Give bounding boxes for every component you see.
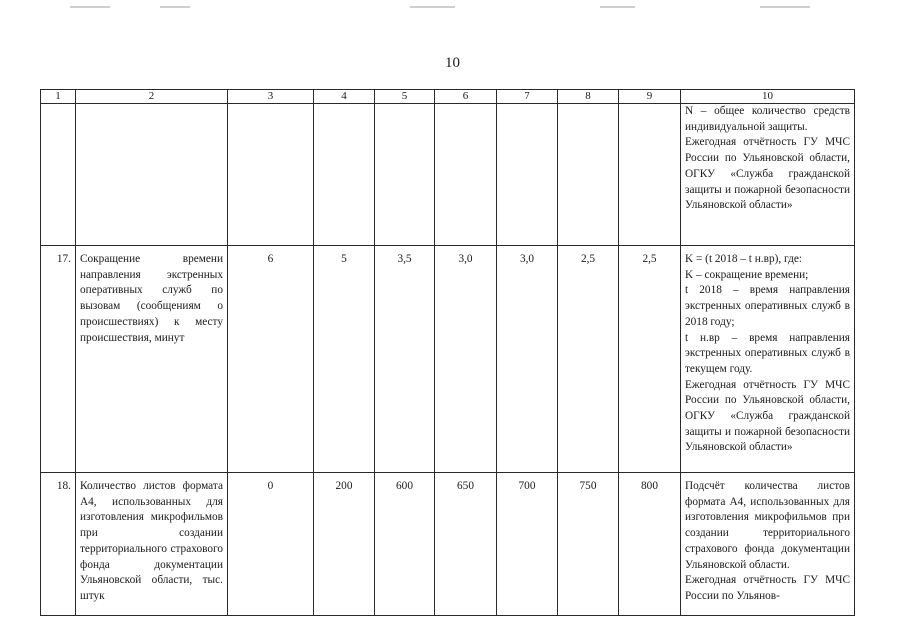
method-paragraph: t 2018 – время направления экстренных оперативных служб в 2018 году; xyxy=(685,284,850,328)
value-cell: 3,5 xyxy=(375,246,435,473)
value-cell: 2,5 xyxy=(619,246,681,473)
header-cell: 8 xyxy=(558,90,619,104)
value-cell: 750 xyxy=(558,473,619,616)
scan-artifacts xyxy=(60,6,820,12)
value-cell: 3,0 xyxy=(497,246,558,473)
page-number: 10 xyxy=(445,55,460,71)
row-number: 18. xyxy=(41,473,76,616)
header-cell: 1 xyxy=(41,90,76,104)
method-paragraph: Подсчёт количества листов формата А4, использованных для изготовления микрофильмов при создании территориального страхового фонда документации Ульяновской области. xyxy=(685,480,850,571)
value-cell: 2,5 xyxy=(558,246,619,473)
method-cell xyxy=(681,473,855,616)
indicator-name xyxy=(76,104,228,246)
value-cell xyxy=(435,104,497,246)
indicators-table xyxy=(40,89,855,616)
value-cell: 3,0 xyxy=(435,246,497,473)
row-number xyxy=(41,104,76,246)
value-cell xyxy=(497,104,558,246)
header-cell: 9 xyxy=(619,90,681,104)
method-paragraph: Ежегодная отчётность ГУ МЧС России по Ульяновской области, ОГКУ «Служба гражданской защиты и пожарной безопасности Ульяновской области» xyxy=(685,378,850,454)
header-cell: 6 xyxy=(435,90,497,104)
indicator-name: Сокращение времени направления экстренных оперативных служб по вызовам (сообщениям о происшествиях) к месту происшествия, минут xyxy=(76,246,228,473)
header-cell: 4 xyxy=(314,90,375,104)
value-cell: 0 xyxy=(228,473,314,616)
row-number: 17. xyxy=(41,246,76,473)
value-cell xyxy=(228,104,314,246)
table-row xyxy=(41,104,855,246)
method-paragraph: Ежегодная отчётность ГУ МЧС России по Ульянов- xyxy=(685,574,850,602)
method-paragraph: Ежегодная отчётность ГУ МЧС России по Ульяновской области, ОГКУ «Служба гражданской защиты и пожарной безопасности Ульяновской области» xyxy=(685,136,850,212)
method-paragraph: K = (t 2018 – t н.вр), где: xyxy=(685,253,802,265)
value-cell: 800 xyxy=(619,473,681,616)
method-cell xyxy=(681,104,855,246)
table-header-row xyxy=(41,90,855,104)
value-cell: 200 xyxy=(314,473,375,616)
value-cell: 700 xyxy=(497,473,558,616)
header-cell: 7 xyxy=(497,90,558,104)
indicator-name: Количество листов формата А4, использованных для изготовления микрофильмов при создании территориального страхового фонда документации Ульяновской области, тыс. штук xyxy=(76,473,228,616)
header-cell: 10 xyxy=(681,90,855,104)
header-cell: 2 xyxy=(76,90,228,104)
value-cell: 600 xyxy=(375,473,435,616)
method-cell xyxy=(681,246,855,473)
value-cell: 5 xyxy=(314,246,375,473)
table-row xyxy=(41,246,855,473)
header-cell: 3 xyxy=(228,90,314,104)
header-cell: 5 xyxy=(375,90,435,104)
value-cell xyxy=(375,104,435,246)
method-paragraph: K – сокращение времени; xyxy=(685,268,809,281)
method-paragraph: N – общее количество средств индивидуальной защиты. xyxy=(685,105,850,133)
value-cell: 6 xyxy=(228,246,314,473)
value-cell: 650 xyxy=(435,473,497,616)
table-row xyxy=(41,473,855,616)
value-cell xyxy=(314,104,375,246)
method-paragraph: t н.вр – время направления экстренных оперативных служб в текущем году. xyxy=(685,331,850,375)
value-cell xyxy=(619,104,681,246)
value-cell xyxy=(558,104,619,246)
